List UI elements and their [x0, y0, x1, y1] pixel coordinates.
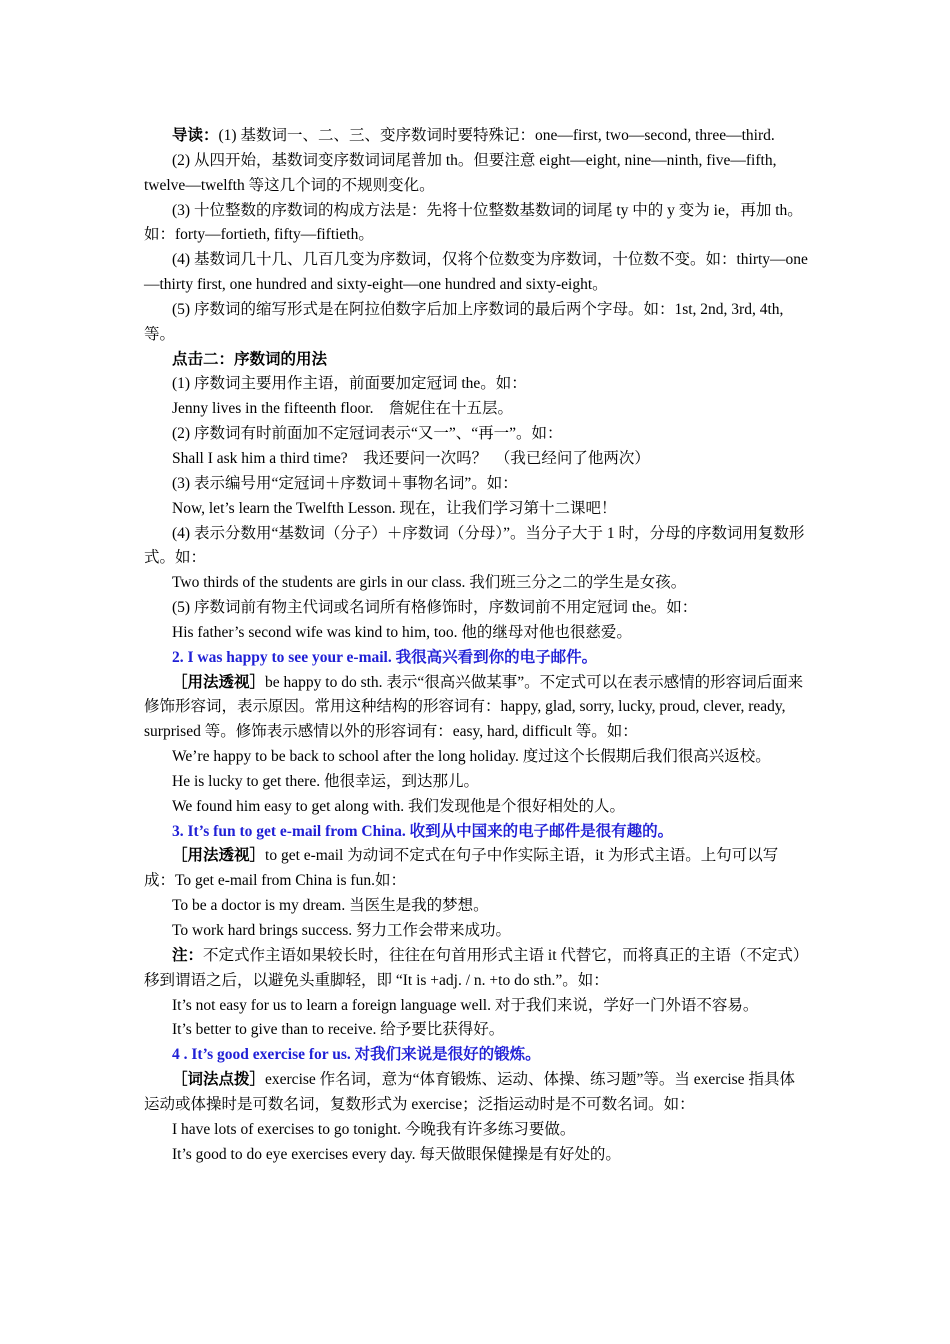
point2-usage-3: (3) 表示编号用“定冠词＋序数词＋事物名词”。如：: [172, 474, 518, 492]
point2-usage-4: (4) 表示分数用“基数词（分子）＋序数词（分母）”。当分子大于 1 时，分母的序数词用复数形式。如：: [144, 524, 805, 567]
intro-paragraph-4: (4) 基数词几十几、几百几变为序数词，仅将个位数变为序数词，十位数不变。如：thirty—one —thirty first, one hundred and sixty-eight—one hundred and sixty-eight。: [144, 251, 808, 294]
section3-note-label: 注：: [172, 946, 204, 964]
section3-body: ［用法透视］to get e-mail 为动词不定式在句子中作实际主语，it 为形式主语。上句可以写成：To get e-mail from China is fun.如：: [144, 847, 779, 890]
point2-usage-1: (1) 序数词主要用作主语，前面要加定冠词 the。如：: [172, 375, 527, 393]
section4-example-2: It’s good to do eye exercises every day. 每天做眼保健操是有好处的。: [172, 1145, 621, 1163]
document-page: [144, 124, 808, 1167]
section3-title: 3. It’s fun to get e-mail from China. 收到从中国来的电子邮件是很有趣的。: [172, 822, 674, 840]
section2-example-3: We found him easy to get along with. 我们发现他是个很好相处的人。: [172, 797, 625, 815]
point2-example-5: His father’s second wife was kind to him, too. 他的继母对他也很慈爱。: [172, 623, 632, 641]
intro-paragraph-2: (2) 从四开始，基数词变序数词词尾普加 th。但要注意 eight—eight, nine—ninth, five—fifth, twelve—twelfth 等这几个词的不规则变化。: [144, 151, 777, 194]
section4-label: ［词法点拨］: [172, 1071, 266, 1089]
section4-title: 4 . It’s good exercise for us. 对我们来说是很好的锻炼。: [172, 1046, 541, 1064]
section3-example-3: It’s not easy for us to learn a foreign language well. 对于我们来说，学好一门外语不容易。: [172, 996, 759, 1014]
section3-example-2: To work hard brings success. 努力工作会带来成功。: [172, 922, 512, 939]
section4-body: ［词法点拨］exercise 作名词，意为“体育锻炼、运动、体操、练习题”等。当 exercise 指具体运动或体操时是可数名词，复数形式为 exercise；泛指运动时是不可数名词。如：: [144, 1071, 795, 1113]
point2-heading: 点击二：序数词的用法: [172, 350, 328, 368]
section2-example-1: We’re happy to be back to school after the long holiday. 度过这个长假期后我们很高兴返校。: [172, 748, 771, 766]
point2-example-4: Two thirds of the students are girls in our class. 我们班三分之二的学生是女孩。: [172, 574, 687, 592]
point2-usage-5: (5) 序数词前有物主代词或名词所有格修饰时，序数词前不用定冠词 the。如：: [172, 599, 698, 617]
section2-title: 2. I was happy to see your e-mail. 我很高兴看到你的电子邮件。: [172, 648, 598, 666]
intro-paragraph-1: 导读：(1) 基数词一、二、三、变序数词时要特殊记：one—first, two—second, three—third.: [172, 127, 775, 144]
intro-label: 导读：: [172, 127, 219, 144]
section2-example-2: He is lucky to get there. 他很幸运，到达那儿。: [172, 772, 479, 790]
point2-example-3: Now, let’s learn the Twelfth Lesson. 现在，让我们学习第十二课吧！: [172, 499, 617, 517]
point2-usage-2: (2) 序数词有时前面加不定冠词表示“又一”、“再一”。如：: [172, 425, 563, 443]
section3-example-1: To be a doctor is my dream. 当医生是我的梦想。: [172, 897, 489, 915]
section4-example-1: I have lots of exercises to go tonight. 今晚我有许多练习要做。: [172, 1120, 576, 1138]
point2-example-1: Jenny lives in the fifteenth floor. 詹妮住在十五层。: [172, 400, 513, 418]
section3-note: 注：不定式作主语如果较长时，往往在句首用形式主语 it 代替它，而将真正的主语（不定式）移到谓语之后，以避免头重脚轻，即 “It is +adj. / n. +to do sth.”。如：: [144, 946, 801, 989]
section3-example-4: It’s better to give than to receive. 给予要比获得好。: [172, 1021, 505, 1039]
intro-paragraph-3: (3) 十位整数的序数词的构成方法是：先将十位整数基数词的词尾 ty 中的 y 变为 ie，再加 th。如：forty—fortieth, fifty—fiftieth。: [144, 201, 803, 244]
section2-body: ［用法透视］be happy to do sth. 表示“很高兴做某事”。不定式可以在表示感情的形容词后面来修饰形容词，表示原因。常用这种结构的形容词有：happy, glad, sorry, lucky, proud, clever, ready, surprised 等。修饰表示感情以外的形容词有：easy, hard, difficult 等。如：: [144, 673, 804, 741]
section3-label: ［用法透视］: [172, 847, 266, 865]
point2-example-2: Shall I ask him a third time? 我还要问一次吗？ （我已经问了他两次）: [172, 449, 650, 467]
intro-paragraph-5: (5) 序数词的缩写形式是在阿拉伯数字后加上序数词的最后两个字母。如：1st, 2nd, 3rd, 4th, 等。: [144, 300, 784, 343]
section2-label: ［用法透视］: [172, 673, 266, 691]
